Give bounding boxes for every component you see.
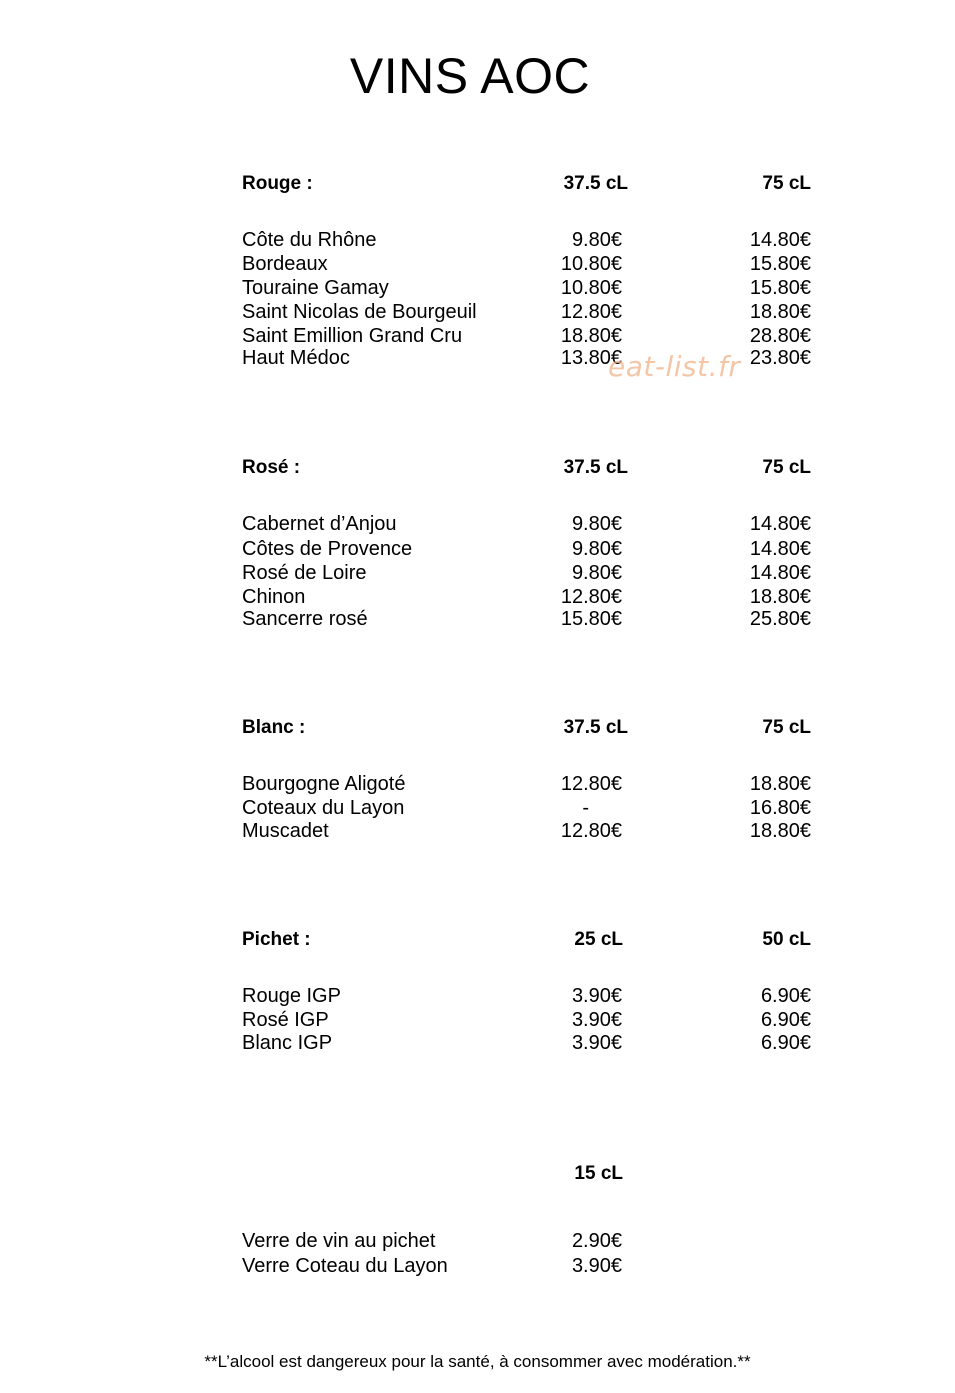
column-header-small: 37.5 cL <box>563 173 628 194</box>
price-large: 25.80€ <box>749 608 811 630</box>
menu-item <box>0 300 955 324</box>
watermark: eat-list.fr <box>608 350 741 383</box>
wine-name: Rouge IGP <box>242 985 341 1007</box>
price-large: 18.80€ <box>749 773 811 795</box>
menu-item <box>0 276 955 300</box>
menu-item <box>0 1031 955 1055</box>
section-header <box>0 716 955 740</box>
price-large: 6.90€ <box>760 1009 811 1031</box>
price-large: 18.80€ <box>749 301 811 323</box>
price-small: 9.80€ <box>571 513 622 535</box>
menu-item <box>0 512 955 536</box>
wine-name: Blanc IGP <box>242 1032 333 1054</box>
price-large: 23.80€ <box>749 347 811 369</box>
price-large: 14.80€ <box>749 229 811 251</box>
wine-name: Muscadet <box>242 820 329 842</box>
section-label: Rosé : <box>242 457 301 478</box>
wine-name: Rosé IGP <box>242 1009 329 1031</box>
column-header-large: 75 cL <box>762 173 811 194</box>
column-header-small: 37.5 cL <box>563 717 628 738</box>
menu-item <box>0 228 955 252</box>
column-header-small: 25 cL <box>574 929 623 950</box>
section-header <box>0 456 955 480</box>
price-small: 9.80€ <box>571 229 622 251</box>
section-label: Rouge : <box>242 173 313 194</box>
price-large: 18.80€ <box>749 820 811 842</box>
menu-item <box>0 324 955 348</box>
price-small: 15.80€ <box>560 608 622 630</box>
price-large: 14.80€ <box>749 513 811 535</box>
menu-item <box>0 607 955 631</box>
menu-item <box>0 1229 955 1253</box>
price-large: 6.90€ <box>760 985 811 1007</box>
wine-name: Coteaux du Layon <box>242 797 405 819</box>
section-header <box>0 1162 955 1186</box>
price-small: 13.80€ <box>560 347 622 369</box>
price-small: 18.80€ <box>560 325 622 347</box>
price-large: 15.80€ <box>749 253 811 275</box>
price-large: 28.80€ <box>749 325 811 347</box>
price-large: 15.80€ <box>749 277 811 299</box>
price-small: 3.90€ <box>571 1255 622 1277</box>
price-large: 6.90€ <box>760 1032 811 1054</box>
wine-name: Bordeaux <box>242 253 328 275</box>
price-small: 10.80€ <box>560 277 622 299</box>
wine-name: Saint Emillion Grand Cru <box>242 325 463 347</box>
menu-item <box>0 796 955 820</box>
column-header-small: 15 cL <box>574 1163 623 1184</box>
menu-item <box>0 585 955 609</box>
column-header-large: 75 cL <box>762 717 811 738</box>
wine-name: Haut Médoc <box>242 347 350 369</box>
price-small: 12.80€ <box>560 586 622 608</box>
menu-item <box>0 252 955 276</box>
section-header <box>0 172 955 196</box>
wine-name: Sancerre rosé <box>242 608 368 630</box>
section-label: Blanc : <box>242 717 306 738</box>
menu-item <box>0 346 955 370</box>
price-large: 16.80€ <box>749 797 811 819</box>
page-title: VINS AOC <box>349 48 591 104</box>
price-small: 12.80€ <box>560 301 622 323</box>
wine-name: Saint Nicolas de Bourgeuil <box>242 301 477 323</box>
menu-item <box>0 561 955 585</box>
menu-item <box>0 772 955 796</box>
menu-item <box>0 984 955 1008</box>
price-small: 9.80€ <box>571 538 622 560</box>
wine-name: Côte du Rhône <box>242 229 377 251</box>
wine-name: Verre Coteau du Layon <box>242 1255 448 1277</box>
wine-name: Cabernet d’Anjou <box>242 513 397 535</box>
price-small: 2.90€ <box>571 1230 622 1252</box>
price-small: 3.90€ <box>571 985 622 1007</box>
section-label: Pichet : <box>242 929 311 950</box>
price-small: 12.80€ <box>560 773 622 795</box>
column-header-large: 75 cL <box>762 457 811 478</box>
menu-item <box>0 1254 955 1278</box>
wine-name: Bourgogne Aligoté <box>242 773 406 795</box>
price-small: 3.90€ <box>571 1009 622 1031</box>
price-large: 18.80€ <box>749 586 811 608</box>
menu-item <box>0 1008 955 1032</box>
wine-name: Rosé de Loire <box>242 562 367 584</box>
price-large: 14.80€ <box>749 538 811 560</box>
price-small: 9.80€ <box>571 562 622 584</box>
price-small: 12.80€ <box>560 820 622 842</box>
wine-name: Côtes de Provence <box>242 538 413 560</box>
section-header <box>0 928 955 952</box>
column-header-large: 50 cL <box>762 929 811 950</box>
column-header-small: 37.5 cL <box>563 457 628 478</box>
wine-name: Verre de vin au pichet <box>242 1230 436 1252</box>
price-small: - <box>582 797 589 819</box>
price-small: 10.80€ <box>560 253 622 275</box>
menu-item <box>0 819 955 843</box>
menu-item <box>0 537 955 561</box>
health-warning: **L’alcool est dangereux pour la santé, à consommer avec modération.** <box>204 1352 751 1371</box>
wine-name: Chinon <box>242 586 306 608</box>
price-small: 3.90€ <box>571 1032 622 1054</box>
wine-name: Touraine Gamay <box>242 277 389 299</box>
price-large: 14.80€ <box>749 562 811 584</box>
